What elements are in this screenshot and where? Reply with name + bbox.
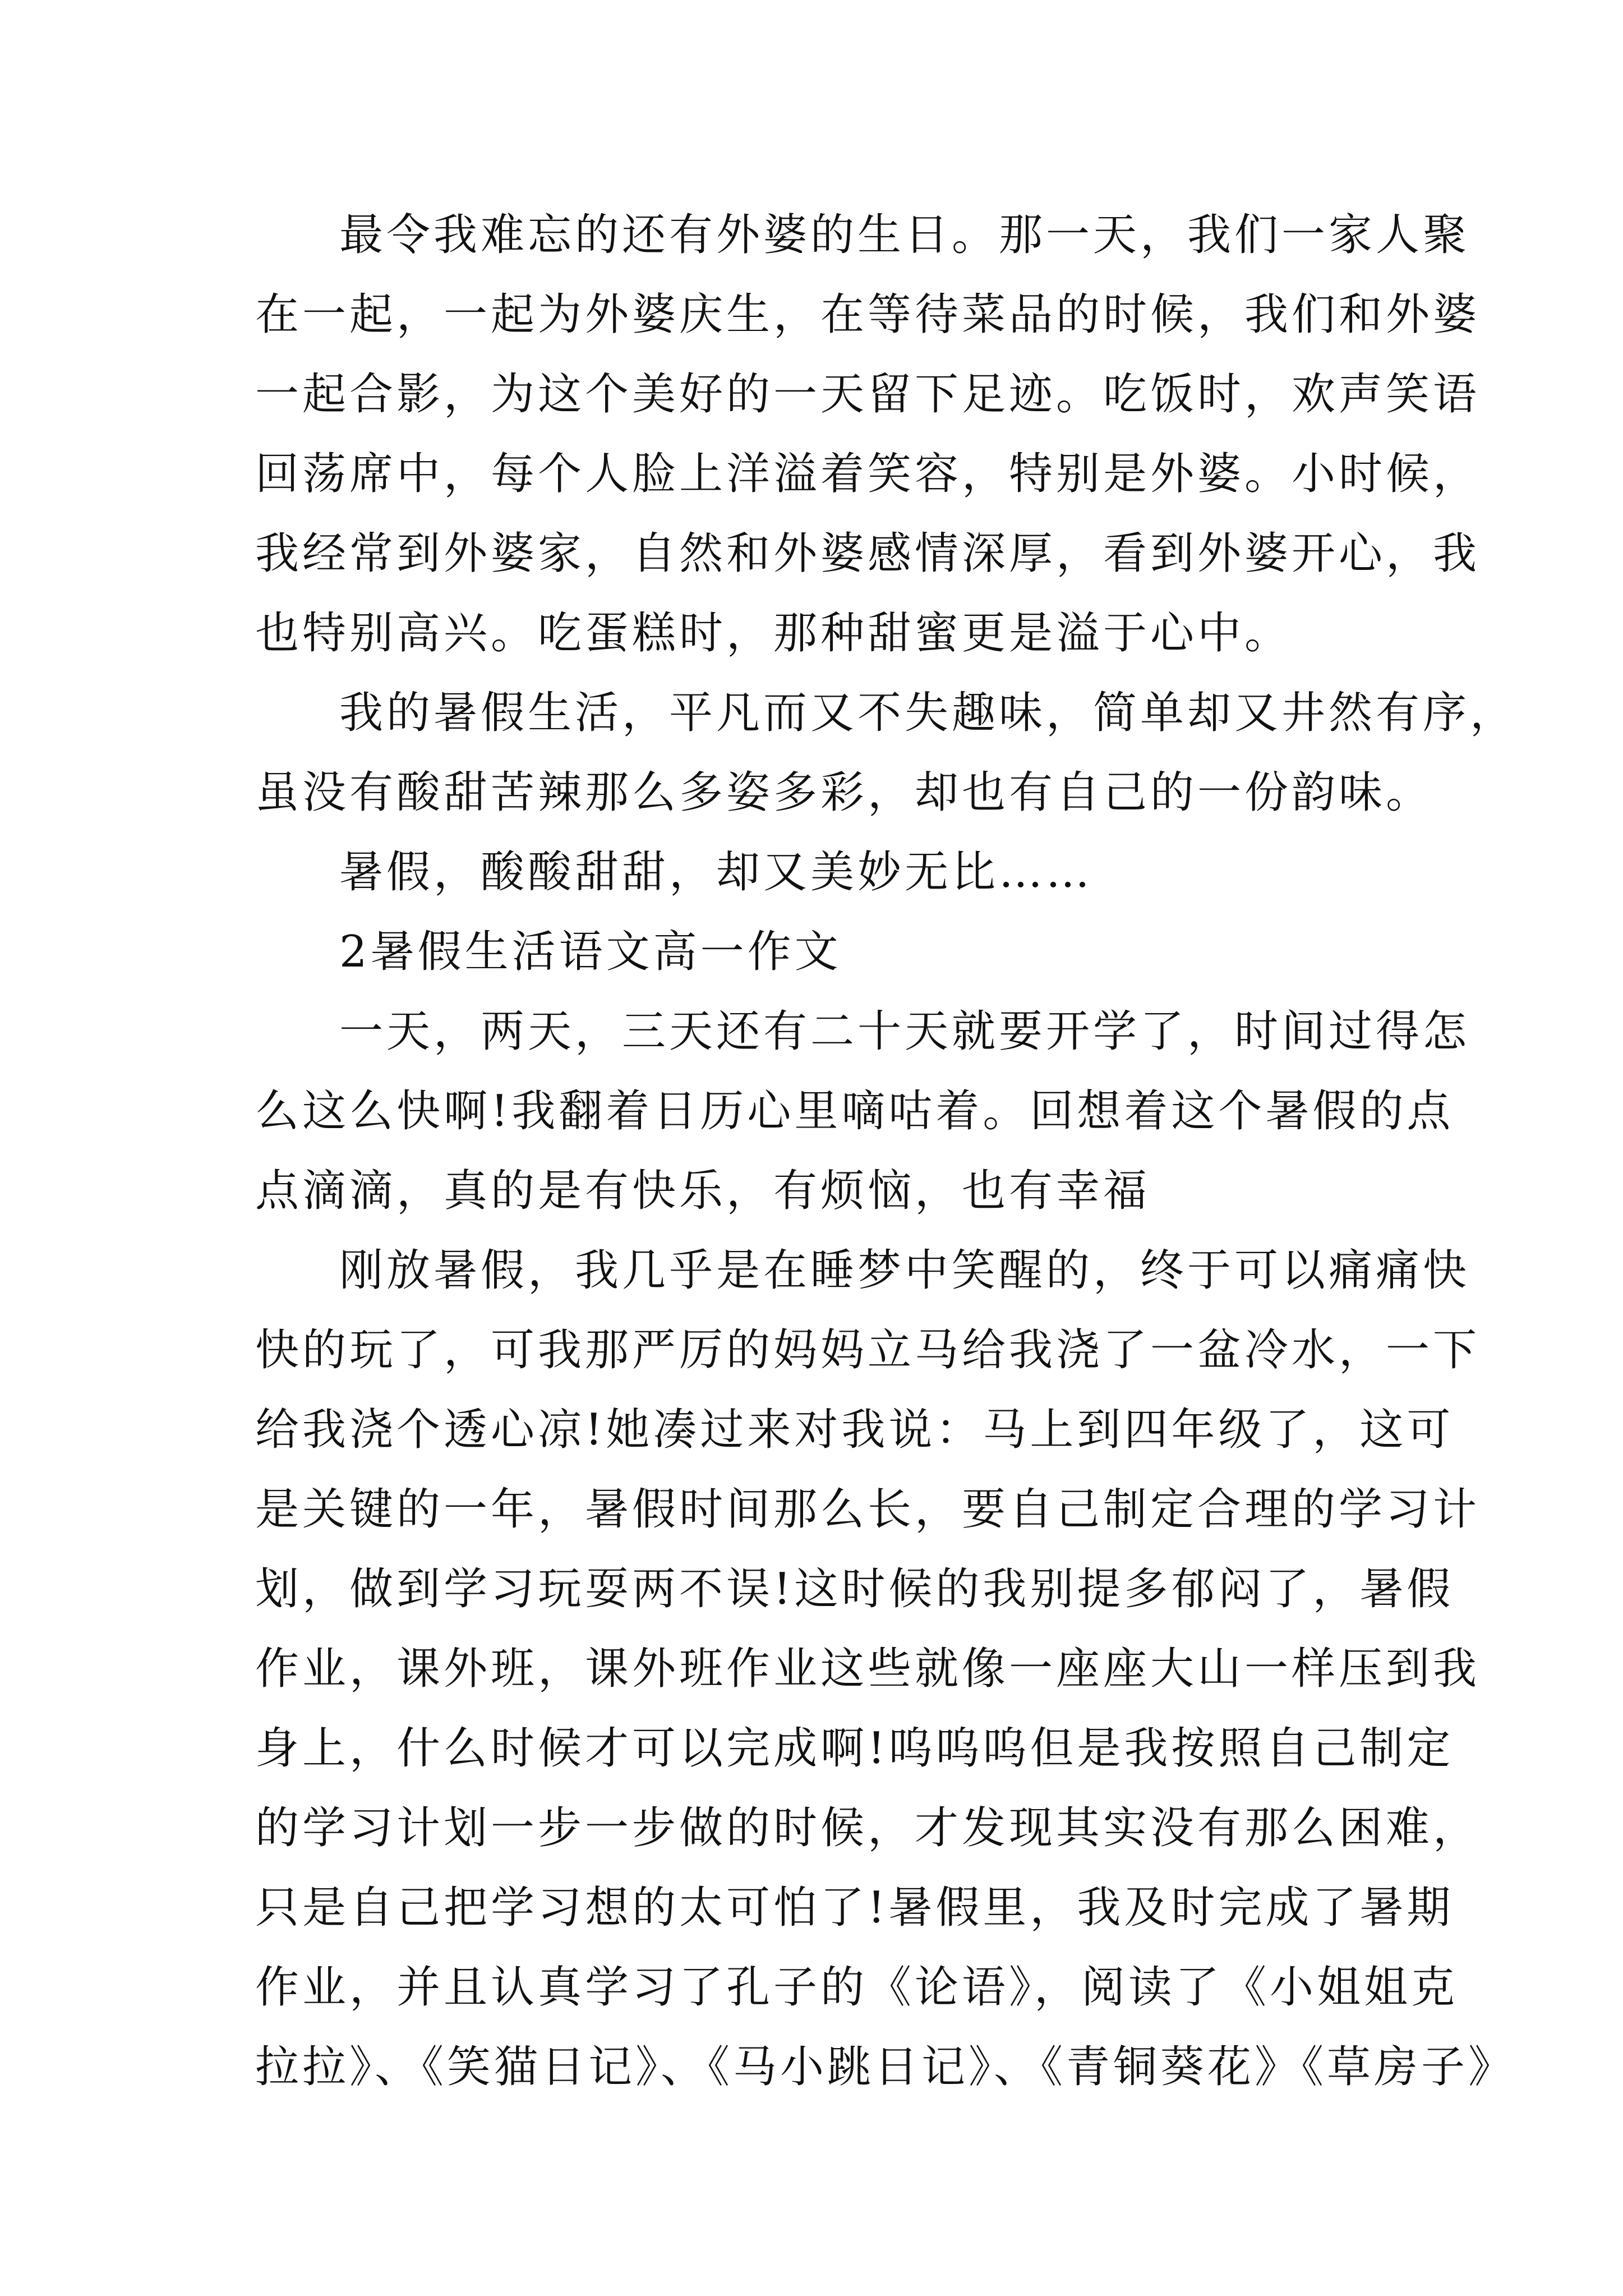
text-line: 拉拉》、《笑猫日记》、《马小跳日记》、《青铜葵花》《草房子》 <box>255 2042 1516 2092</box>
text-line: 快的玩了，可我那严厉的妈妈立马给我浇了一盆冷水，一下 <box>255 1325 1481 1375</box>
text-line: 也特别高兴。吃蛋糕时，那种甜蜜更是溢于心中。 <box>255 608 1292 659</box>
text-line: 只是自己把学习想的太可怕了!暑假里，我及时完成了暑期 <box>255 1883 1454 1933</box>
text-line: 点滴滴，真的是有快乐，有烦恼，也有幸福 <box>255 1166 1151 1216</box>
document-page <box>255 195 1518 2107</box>
text-line: 虽没有酸甜苦辣那么多姿多彩，却也有自己的一份韵味。 <box>255 767 1433 818</box>
text-line: 的学习计划一步一步做的时候，才发现其实没有那么困难， <box>255 1803 1481 1853</box>
text-line: 作业，课外班，课外班作业这些就像一座座大山一样压到我 <box>255 1644 1481 1694</box>
text-line: 暑假，酸酸甜甜，却又美妙无比…… <box>339 847 1094 898</box>
text-line: 我的暑假生活，平凡而又不失趣味，简单却又井然有序， <box>339 688 1518 738</box>
text-line: 身上，什么时候才可以完成啊!呜呜呜但是我按照自己制定 <box>255 1723 1454 1774</box>
text-line: 一起合影，为这个美好的一天留下足迹。吃饭时，欢声笑语 <box>255 369 1481 420</box>
text-line: 划，做到学习玩耍两不误!这时候的我别提多郁闷了，暑假 <box>255 1564 1454 1614</box>
text-line: 2暑假生活语文高一作文 <box>339 927 842 977</box>
text-line: 回荡席中，每个人脸上洋溢着笑容，特别是外婆。小时候， <box>255 449 1481 499</box>
text-line: 么这么快啊!我翻着日历心里嘀咕着。回想着这个暑假的点 <box>255 1086 1454 1137</box>
text-line: 是关键的一年，暑假时间那么长，要自己制定合理的学习计 <box>255 1484 1481 1535</box>
text-line: 一天，两天，三天还有二十天就要开学了，时间过得怎 <box>339 1006 1470 1057</box>
text-line: 最令我难忘的还有外婆的生日。那一天，我们一家人聚 <box>339 210 1470 260</box>
text-line: 作业，并且认真学习了孔子的《论语》，阅读了《小姐姐克 <box>255 1962 1459 2013</box>
text-line: 我经常到外婆家，自然和外婆感情深厚，看到外婆开心，我 <box>255 528 1481 579</box>
text-line: 在一起，一起为外婆庆生，在等待菜品的时候，我们和外婆 <box>255 289 1481 340</box>
text-line: 刚放暑假，我几乎是在睡梦中笑醒的，终于可以痛痛快 <box>339 1245 1470 1296</box>
text-line: 给我浇个透心凉!她凑过来对我说：马上到四年级了，这可 <box>255 1405 1454 1455</box>
